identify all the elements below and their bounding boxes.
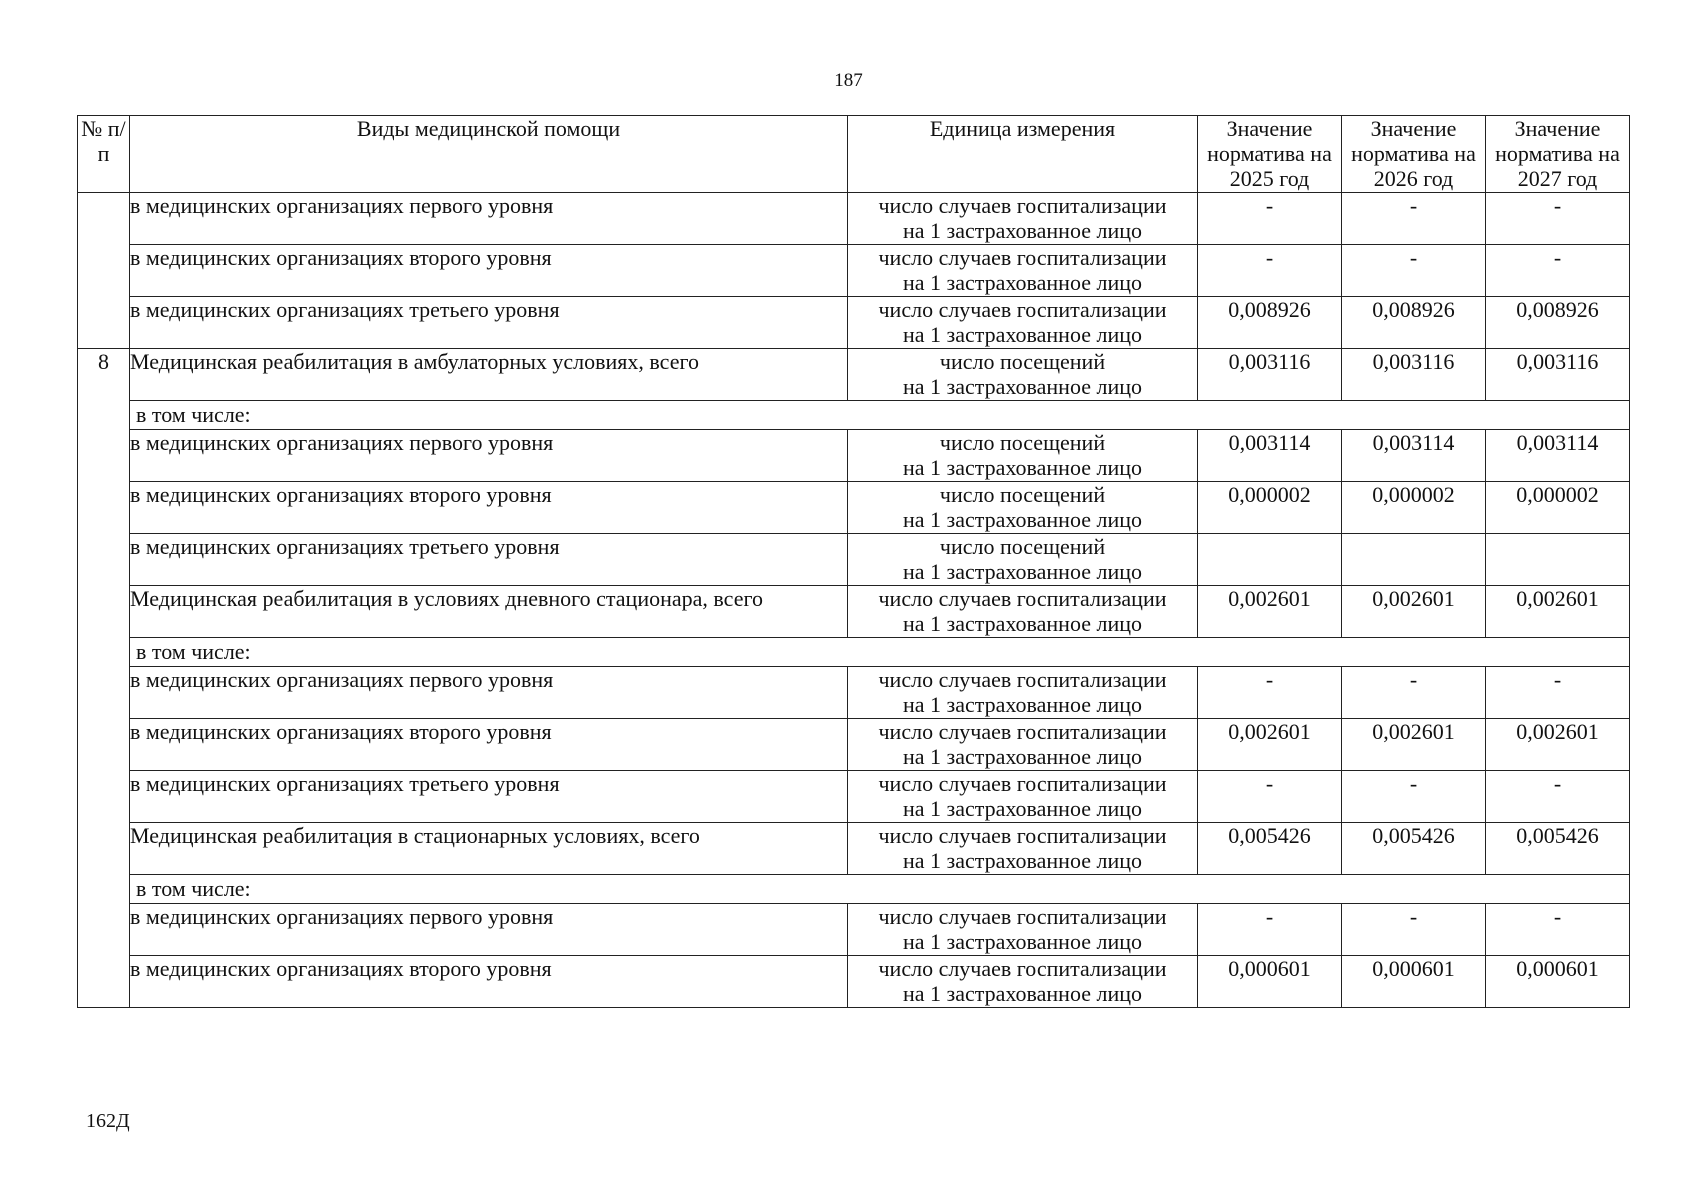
row-value-2025 — [1198, 534, 1342, 586]
row-value-2025: 0,005426 — [1198, 823, 1342, 875]
row-unit: число посещений на 1 застрахованное лицо — [848, 349, 1198, 401]
table-row — [78, 349, 1630, 401]
row-value-2027: - — [1486, 667, 1630, 719]
subheader-label: в том числе: — [130, 875, 1630, 904]
table-header-row — [78, 116, 1630, 193]
row-value-2027: - — [1486, 193, 1630, 245]
row-value-2025: - — [1198, 904, 1342, 956]
row-value-2026: - — [1342, 193, 1486, 245]
row-value-2027: - — [1486, 904, 1630, 956]
row-unit: число случаев госпитализации на 1 застрахованное лицо — [848, 823, 1198, 875]
table-row — [78, 430, 1630, 482]
row-name: в медицинских организациях первого уровня — [130, 430, 848, 482]
subheader-row — [78, 638, 1630, 667]
table-row — [78, 956, 1630, 1008]
row-unit: число случаев госпитализации на 1 застрахованное лицо — [848, 667, 1198, 719]
table-row — [78, 823, 1630, 875]
row-value-2025: 0,002601 — [1198, 586, 1342, 638]
row-value-2025: - — [1198, 771, 1342, 823]
header-unit: Единица измерения — [848, 116, 1198, 193]
row-value-2025: 0,000601 — [1198, 956, 1342, 1008]
row-name: Медицинская реабилитация в амбулаторных условиях, всего — [130, 349, 848, 401]
row-value-2027: 0,002601 — [1486, 719, 1630, 771]
row-unit: число посещений на 1 застрахованное лицо — [848, 534, 1198, 586]
row-value-2027: - — [1486, 245, 1630, 297]
page-number: 187 — [834, 70, 863, 91]
row-name: в медицинских организациях второго уровня — [130, 956, 848, 1008]
table-row — [78, 482, 1630, 534]
row-unit: число случаев госпитализации на 1 застрахованное лицо — [848, 193, 1198, 245]
subheader-row — [78, 401, 1630, 430]
row-name: в медицинских организациях первого уровня — [130, 904, 848, 956]
row-value-2027: 0,000601 — [1486, 956, 1630, 1008]
row-value-2027: 0,008926 — [1486, 297, 1630, 349]
row-value-2027: 0,002601 — [1486, 586, 1630, 638]
row-name: в медицинских организациях второго уровня — [130, 482, 848, 534]
row-value-2026: 0,003114 — [1342, 430, 1486, 482]
row-unit: число случаев госпитализации на 1 застрахованное лицо — [848, 904, 1198, 956]
row-value-2025: 0,008926 — [1198, 297, 1342, 349]
header-2027: Значение норматива на 2027 год — [1486, 116, 1630, 193]
row-unit: число случаев госпитализации на 1 застрахованное лицо — [848, 245, 1198, 297]
row-value-2026: - — [1342, 245, 1486, 297]
subheader-row — [78, 875, 1630, 904]
row-value-2027: 0,000002 — [1486, 482, 1630, 534]
row-name: в медицинских организациях первого уровня — [130, 193, 848, 245]
subheader-label: в том числе: — [130, 638, 1630, 667]
row-name: в медицинских организациях второго уровня — [130, 719, 848, 771]
header-2025: Значение норматива на 2025 год — [1198, 116, 1342, 193]
row-name: в медицинских организациях второго уровня — [130, 245, 848, 297]
row-name: в медицинских организациях первого уровня — [130, 667, 848, 719]
row-value-2026: 0,005426 — [1342, 823, 1486, 875]
row-name: Медицинская реабилитация в условиях дневного стационара, всего — [130, 586, 848, 638]
row-value-2027: 0,003116 — [1486, 349, 1630, 401]
table-row — [78, 586, 1630, 638]
row-unit: число случаев госпитализации на 1 застрахованное лицо — [848, 956, 1198, 1008]
table-row — [78, 193, 1630, 245]
row-unit: число посещений на 1 застрахованное лицо — [848, 430, 1198, 482]
row-value-2026: 0,000601 — [1342, 956, 1486, 1008]
table-row — [78, 297, 1630, 349]
table-row — [78, 534, 1630, 586]
row-value-2026 — [1342, 534, 1486, 586]
row-value-2025: 0,003116 — [1198, 349, 1342, 401]
row-value-2025: 0,002601 — [1198, 719, 1342, 771]
header-2026: Значение норматива на 2026 год — [1342, 116, 1486, 193]
row-value-2027 — [1486, 534, 1630, 586]
table-row — [78, 719, 1630, 771]
table-row — [78, 904, 1630, 956]
row-value-2026: - — [1342, 667, 1486, 719]
row-value-2026: 0,002601 — [1342, 586, 1486, 638]
header-kind: Виды медицинской помощи — [130, 116, 848, 193]
row-value-2027: 0,005426 — [1486, 823, 1630, 875]
row-value-2026: - — [1342, 904, 1486, 956]
row-value-2026: 0,002601 — [1342, 719, 1486, 771]
table-row — [78, 245, 1630, 297]
row-name: Медицинская реабилитация в стационарных условиях, всего — [130, 823, 848, 875]
header-number: № п/п — [78, 116, 130, 193]
row-name: в медицинских организациях третьего уровня — [130, 534, 848, 586]
row-unit: число посещений на 1 застрахованное лицо — [848, 482, 1198, 534]
row-number — [78, 193, 130, 349]
table-row — [78, 667, 1630, 719]
document-code: 162Д — [86, 1110, 130, 1132]
subheader-label: в том числе: — [130, 401, 1630, 430]
row-number: 8 — [78, 349, 130, 1008]
row-value-2026: 0,008926 — [1342, 297, 1486, 349]
row-value-2027: 0,003114 — [1486, 430, 1630, 482]
row-value-2026: 0,003116 — [1342, 349, 1486, 401]
row-value-2026: - — [1342, 771, 1486, 823]
row-unit: число случаев госпитализации на 1 застрахованное лицо — [848, 297, 1198, 349]
row-value-2025: 0,003114 — [1198, 430, 1342, 482]
row-value-2025: 0,000002 — [1198, 482, 1342, 534]
row-value-2027: - — [1486, 771, 1630, 823]
row-unit: число случаев госпитализации на 1 застрахованное лицо — [848, 586, 1198, 638]
row-value-2025: - — [1198, 245, 1342, 297]
row-name: в медицинских организациях третьего уровня — [130, 297, 848, 349]
row-unit: число случаев госпитализации на 1 застрахованное лицо — [848, 719, 1198, 771]
row-name: в медицинских организациях третьего уровня — [130, 771, 848, 823]
table-row — [78, 771, 1630, 823]
row-unit: число случаев госпитализации на 1 застрахованное лицо — [848, 771, 1198, 823]
norms-table — [77, 115, 1630, 1008]
row-value-2025: - — [1198, 667, 1342, 719]
row-value-2026: 0,000002 — [1342, 482, 1486, 534]
row-value-2025: - — [1198, 193, 1342, 245]
